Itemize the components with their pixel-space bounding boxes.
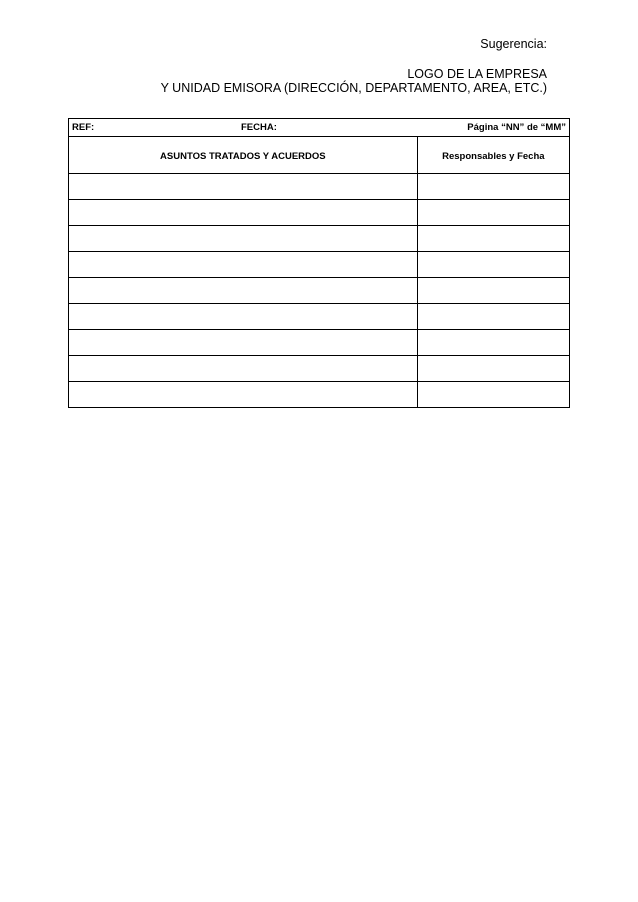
responsible-cell[interactable] xyxy=(417,382,569,408)
table-row xyxy=(69,330,570,356)
responsible-cell[interactable] xyxy=(417,226,569,252)
topic-cell[interactable] xyxy=(69,330,418,356)
meta-cell xyxy=(69,119,570,137)
table-row xyxy=(69,174,570,200)
responsible-column-header: Responsables y Fecha xyxy=(417,137,569,174)
column-header-row xyxy=(69,137,570,174)
topic-cell[interactable] xyxy=(69,200,418,226)
suggestion-label: Sugerencia: xyxy=(480,37,547,51)
meta-row xyxy=(69,119,570,137)
table-row xyxy=(69,252,570,278)
topic-cell[interactable] xyxy=(69,252,418,278)
table-row xyxy=(69,304,570,330)
topic-cell[interactable] xyxy=(69,174,418,200)
topic-cell[interactable] xyxy=(69,356,418,382)
issuing-unit-placeholder: Y UNIDAD EMISORA (DIRECCIÓN, DEPARTAMENTO, AREA, ETC.) xyxy=(160,81,547,95)
topic-cell[interactable] xyxy=(69,304,418,330)
page-number-label: Página “NN” de “MM” xyxy=(467,122,566,133)
table-row xyxy=(69,226,570,252)
date-label: FECHA: xyxy=(241,122,277,133)
responsible-cell[interactable] xyxy=(417,174,569,200)
responsible-cell[interactable] xyxy=(417,252,569,278)
topic-cell[interactable] xyxy=(69,382,418,408)
company-logo-placeholder: LOGO DE LA EMPRESA xyxy=(407,67,547,81)
responsible-cell[interactable] xyxy=(417,304,569,330)
topics-column-header: ASUNTOS TRATADOS Y ACUERDOS xyxy=(69,137,418,174)
minutes-table xyxy=(68,118,570,408)
table-row xyxy=(69,382,570,408)
table-row xyxy=(69,200,570,226)
topic-cell[interactable] xyxy=(69,278,418,304)
table-row xyxy=(69,356,570,382)
responsible-cell[interactable] xyxy=(417,200,569,226)
responsible-cell[interactable] xyxy=(417,356,569,382)
responsible-cell[interactable] xyxy=(417,278,569,304)
ref-label: REF: xyxy=(72,122,95,133)
topic-cell[interactable] xyxy=(69,226,418,252)
table-row xyxy=(69,278,570,304)
responsible-cell[interactable] xyxy=(417,330,569,356)
